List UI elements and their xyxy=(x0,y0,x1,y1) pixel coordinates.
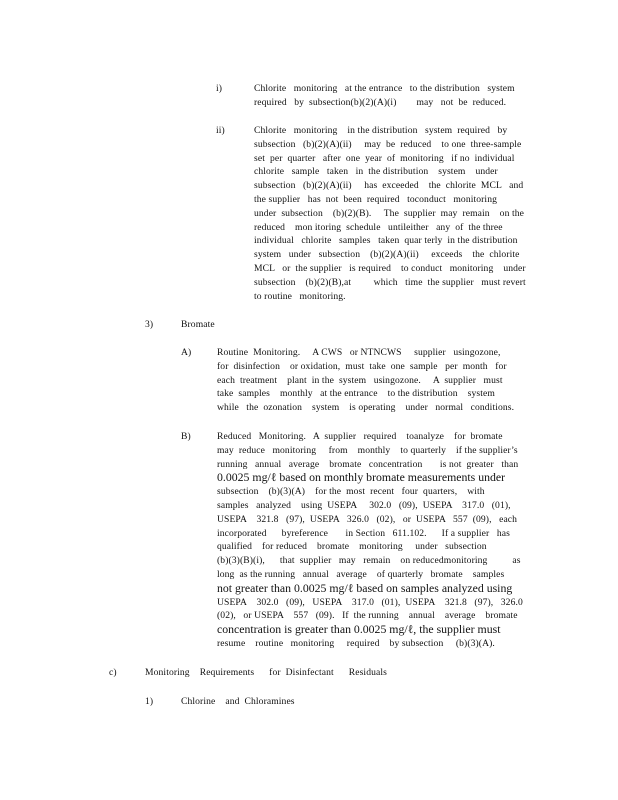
text-line: subsection (b)(2)(A)(ii) may be reduced to one three-sample xyxy=(254,138,522,150)
text-line: required by subsection(b)(2)(A)(i) may not be reduced. xyxy=(254,96,507,108)
text-line: Routine Monitoring. A CWS or NTNCWS supplier usingozone, xyxy=(217,347,501,358)
text-line: may reduce monitoring from monthly to quarterly if the supplier’s xyxy=(217,444,518,456)
text-line: Chlorite monitoring in the distribution system required by xyxy=(254,125,508,136)
text-line: each treatment plant in the system usingozone. A supplier must xyxy=(217,374,503,386)
text-line: Chlorite monitoring at the entrance to the distribution system xyxy=(254,83,515,94)
text-line: subsection (b)(3)(A) for the most recent four quarters, with xyxy=(217,486,485,498)
text-line: 0.0025 mg/ℓ based on monthly bromate measurements under xyxy=(217,470,506,485)
text-line: incorporated byreference in Section 611.102. If a supplier has xyxy=(217,527,510,539)
section-heading-monitoring-requirements: Monitoring Requirements for Disinfectant Residuals xyxy=(145,667,387,678)
text-line: set per quarter after one year of monitoring if no individual xyxy=(254,152,515,164)
text-line: take samples monthly at the entrance to the distribution system xyxy=(217,388,495,400)
item-marker-ii: ii) xyxy=(216,125,225,136)
text-line: subsection (b)(2)(A)(ii) has exceeded the chlorite MCL and xyxy=(254,180,524,192)
text-line: system under subsection (b)(2)(A)(ii) exceeds the chlorite xyxy=(254,249,520,261)
item-text-ii xyxy=(254,124,544,303)
text-line: qualified for reduced bromate monitoring under subsection xyxy=(217,541,487,553)
subsection-text-a xyxy=(217,346,525,415)
text-line: the supplier has not been required toconduct monitoring xyxy=(254,193,497,205)
text-line: USEPA 302.0 (09), USEPA 317.0 (01), USEPA 321.8 (97), 326.0 xyxy=(217,596,523,608)
text-line: individual chlorite samples taken quar terly in the distribution xyxy=(254,235,518,247)
text-line: subsection (b)(2)(B),at which time the supplier must revert xyxy=(254,276,526,288)
section-marker-c: c) xyxy=(109,667,117,678)
text-line: for disinfection or oxidation, must take one sample per month for xyxy=(217,360,507,372)
text-line: MCL or the supplier is required to conduct monitoring under xyxy=(254,262,526,274)
text-line: concentration is greater than 0.0025 mg/ℓ, the supplier must xyxy=(217,622,501,637)
item-marker-i: i) xyxy=(216,83,223,94)
subsection-marker-b: B) xyxy=(181,431,191,442)
text-line: while the ozonation system is operating under normal conditions. xyxy=(217,402,515,414)
text-line: reduced mon itoring schedule untileither any of the three xyxy=(254,221,503,233)
text-line: USEPA 321.8 (97), USEPA 326.0 (02), or USEPA 557 (09), each xyxy=(217,513,518,525)
text-line: long as the running annual average of quarterly bromate samples xyxy=(217,568,505,580)
item-text-i xyxy=(254,82,542,110)
text-line: (02), or USEPA 557 (09). If the running annual average bromate xyxy=(217,610,518,622)
text-line: Reduced Monitoring. A supplier required toanalyze for bromate xyxy=(217,431,503,442)
text-line: running annual average bromate concentration is not greater than xyxy=(217,458,519,470)
text-line: (b)(3)(B)(i), that supplier may remain on reducedmonitoring as xyxy=(217,555,521,567)
text-line: samples analyzed using USEPA 302.0 (09), USEPA 317.0 (01), xyxy=(217,499,511,511)
subsection-text-b xyxy=(217,430,527,651)
section-marker-1: 1) xyxy=(145,696,154,707)
text-line: under subsection (b)(2)(B). The supplier may remain on the xyxy=(254,207,524,219)
section-heading-bromate: Bromate xyxy=(181,319,215,330)
section-heading-chlorine: Chlorine and Chloramines xyxy=(181,696,295,707)
subsection-marker-a: A) xyxy=(181,347,192,358)
section-marker-3: 3) xyxy=(145,319,154,330)
text-line: to routine monitoring. xyxy=(254,290,346,302)
text-line: resume routine monitoring required by subsection (b)(3)(A). xyxy=(217,637,495,649)
text-line: not greater than 0.0025 mg/ℓ based on samples analyzed using xyxy=(217,580,513,595)
text-line: chlorite sample taken in the distribution system under xyxy=(254,166,498,178)
